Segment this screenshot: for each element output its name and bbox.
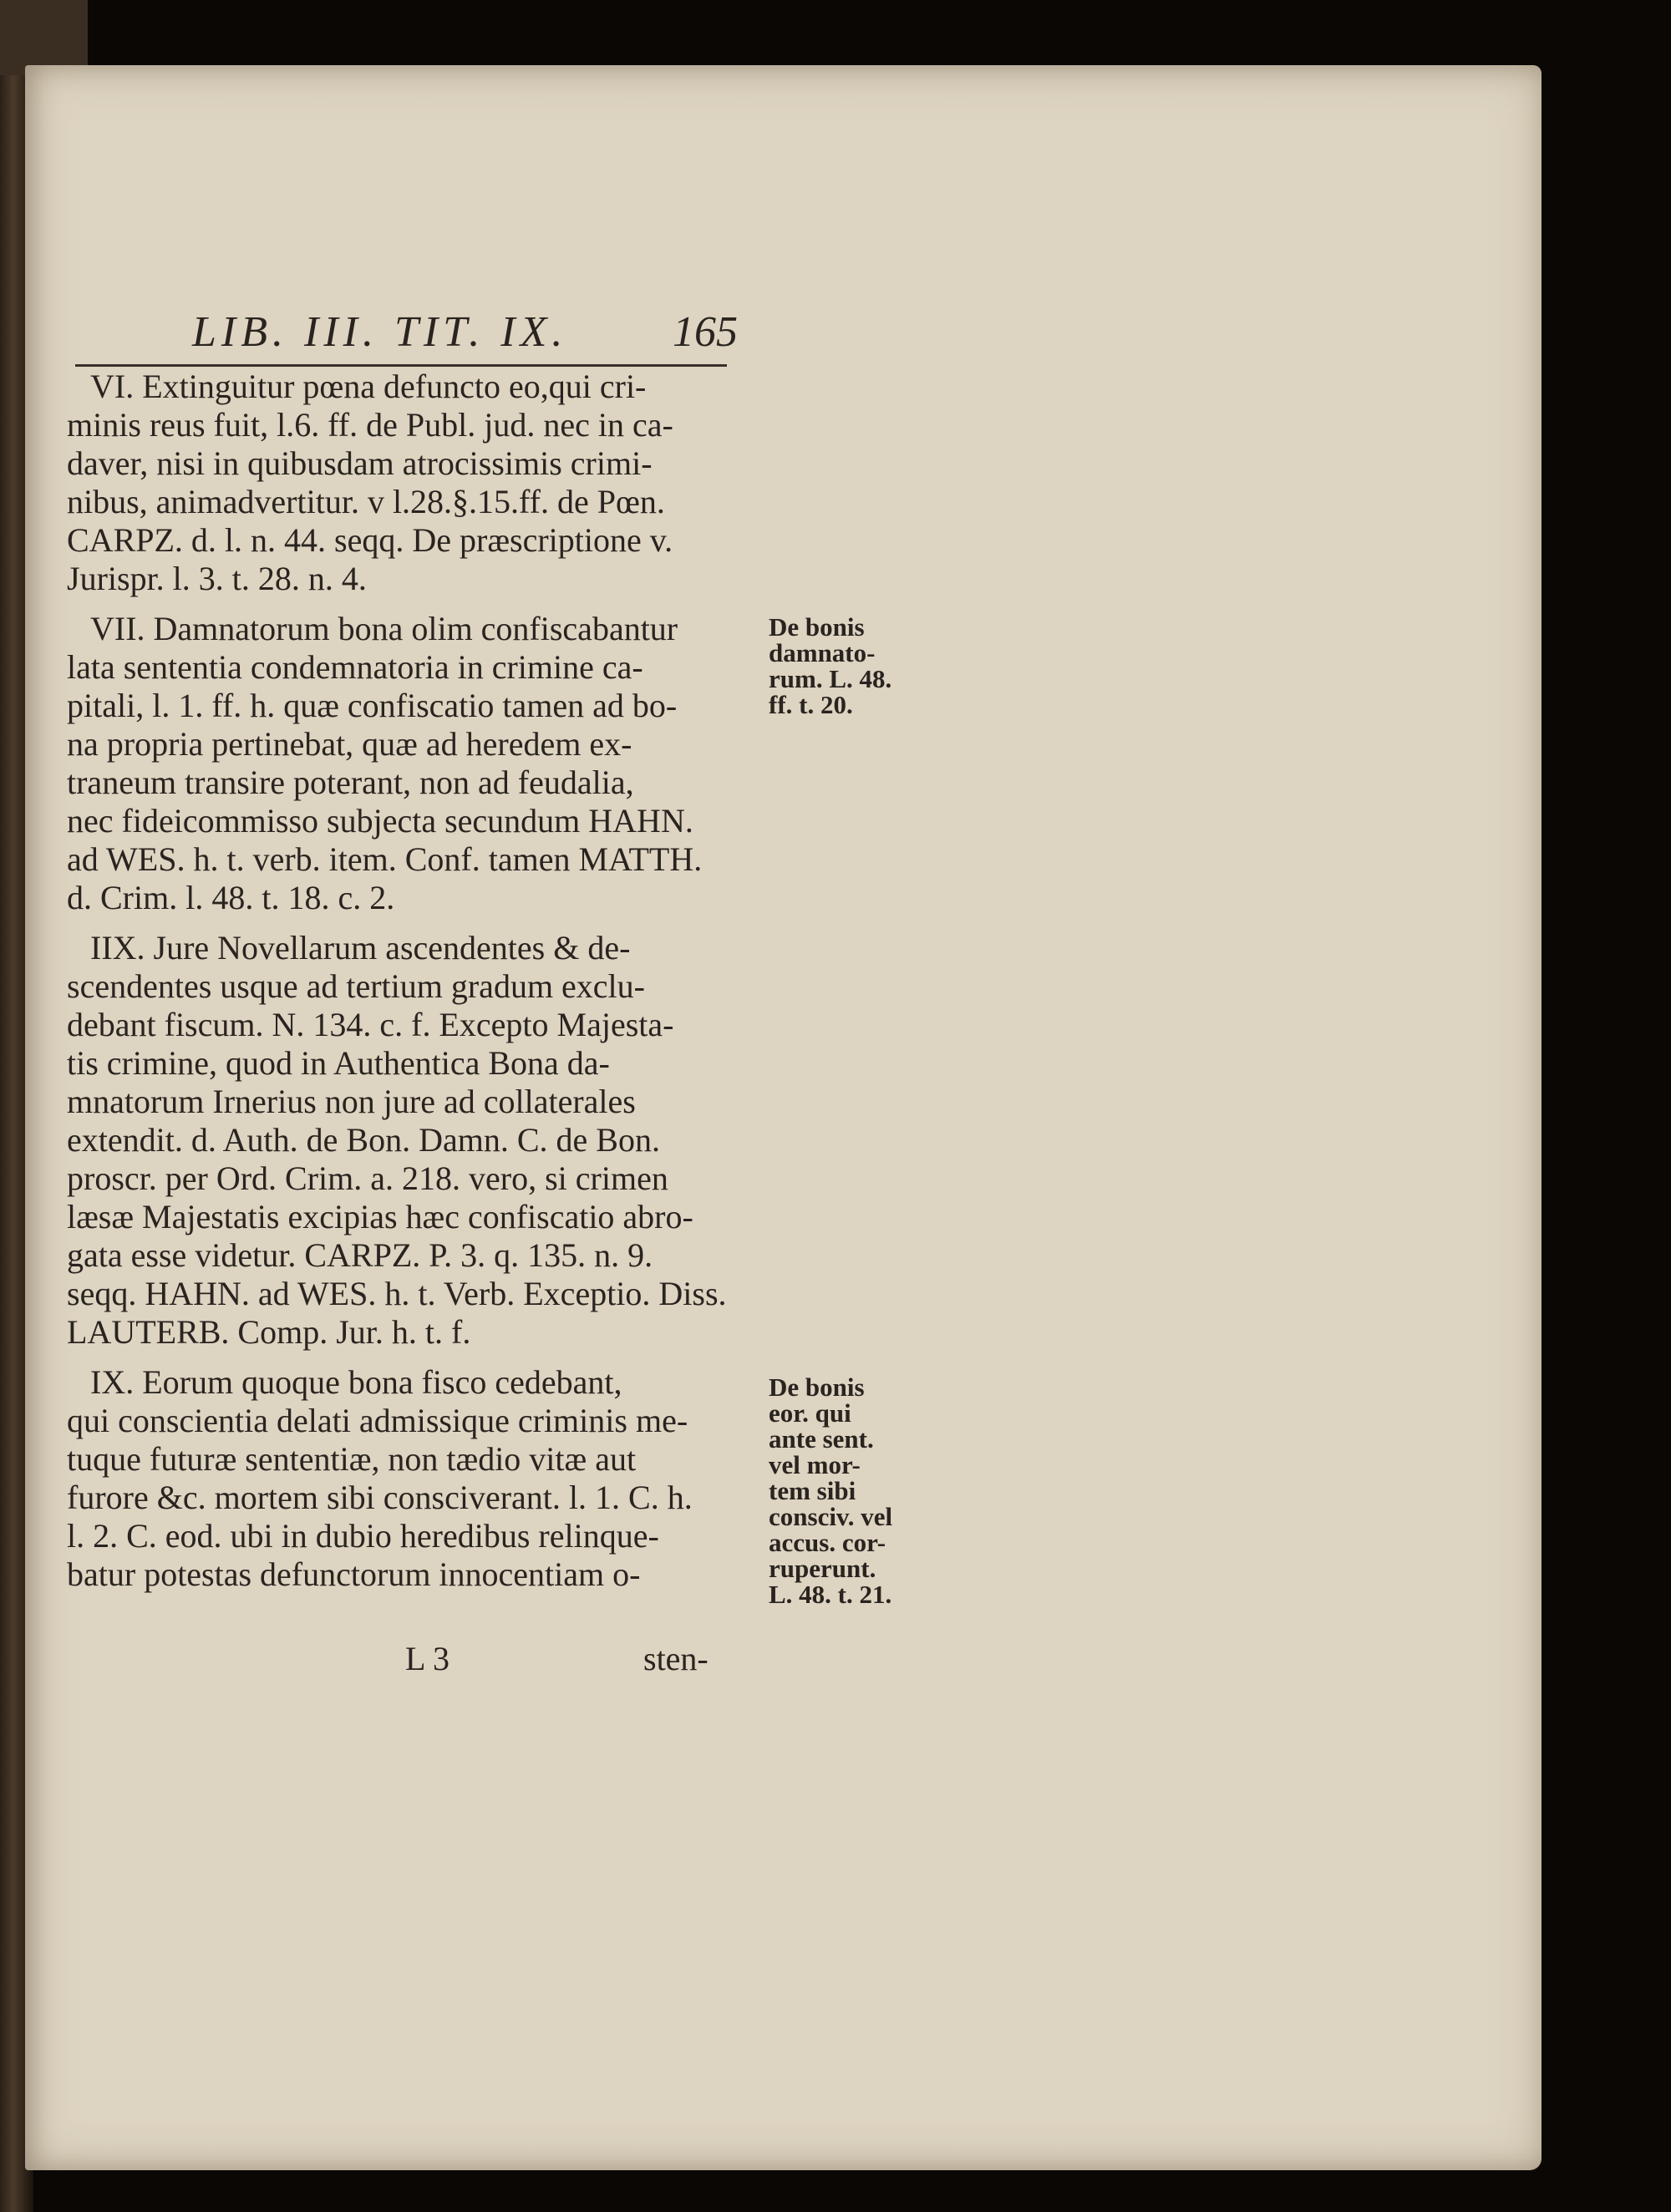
paragraph-line: l. 2. C. eod. ubi in dubio heredibus relinque-: [67, 1517, 659, 1555]
paragraph-line: batur potestas defunctorum innocentiam o-: [67, 1555, 641, 1593]
paragraph-line: læsæ Majestatis excipias hæc confiscatio abro-: [67, 1198, 693, 1235]
paragraph-line: daver, nisi in quibusdam atrocissimis crimi-: [67, 444, 653, 482]
paragraph-line: furore &c. mortem sibi consciverant. l. 1. C. h.: [67, 1479, 693, 1516]
page-number: 165: [673, 308, 738, 356]
paragraph-line: nec fideicommisso subjecta secundum HAHN.: [67, 802, 693, 840]
paragraph-line: lata sententia condemnatoria in crimine ca-: [67, 648, 643, 686]
paragraph-line: LAUTERB. Comp. Jur. h. t. f.: [67, 1313, 471, 1351]
paragraph-line: d. Crim. l. 48. t. 18. c. 2.: [67, 879, 395, 916]
page-footer: [67, 1640, 735, 1682]
margin-note-line: consciv. vel: [769, 1502, 893, 1531]
paragraph-line: pitali, l. 1. ff. h. quæ confiscatio tamen ad bo-: [67, 687, 678, 724]
margin-note-line: De bonis: [769, 612, 865, 642]
binding-tab: [0, 0, 88, 75]
paragraph-line: traneum transire poterant, non ad feudalia,: [67, 764, 634, 801]
book-page: [25, 65, 1541, 2170]
paragraph-line: tuque futuræ sententiæ, non tædio vitæ aut: [67, 1440, 637, 1478]
paragraph-line: nibus, animadvertitur. v l.28.§.15.ff. de Pœn.: [67, 483, 665, 520]
paragraph-line: na propria pertinebat, quæ ad heredem ex-: [67, 725, 632, 763]
paragraph-line: minis reus fuit, l.6. ff. de Publ. jud. nec in ca-: [67, 406, 673, 444]
paragraph-line: ad WES. h. t. verb. item. Conf. tamen MATTH.: [67, 840, 703, 878]
margin-note-line: tem sibi: [769, 1476, 856, 1505]
paragraph-line: seqq. HAHN. ad WES. h. t. Verb. Exceptio. Diss.: [67, 1275, 727, 1312]
margin-note-line: ruperunt.: [769, 1554, 876, 1583]
running-head: [67, 241, 738, 356]
paragraph-line: proscr. per Ord. Crim. a. 218. vero, si crimen: [67, 1159, 668, 1197]
paragraph-line: qui conscientia delati admissique criminis me-: [67, 1402, 688, 1439]
margin-note-line: L. 48. t. 21.: [769, 1580, 892, 1609]
paragraph-line: extendit. d. Auth. de Bon. Damn. C. de Bon.: [67, 1121, 660, 1159]
margin-note-line: rum. L. 48.: [769, 664, 892, 693]
margin-note-line: accus. cor-: [769, 1528, 886, 1557]
paragraph-line: IX. Eorum quoque bona fisco cedebant,: [90, 1363, 622, 1401]
margin-note-line: ante sent.: [769, 1424, 874, 1454]
margin-note-line: eor. qui: [769, 1398, 851, 1428]
margin-note-line: De bonis: [769, 1372, 865, 1402]
signature-mark: L 3: [405, 1640, 449, 1677]
margin-note-line: ff. t. 20.: [769, 690, 853, 719]
paragraph-line: tis crimine, quod in Authentica Bona da-: [67, 1044, 610, 1082]
margin-note: [769, 614, 936, 718]
running-title: LIB. III. TIT. IX.: [192, 308, 568, 356]
margin-note-line: damnato-: [769, 638, 876, 667]
paragraph-line: IIX. Jure Novellarum ascendentes & de-: [90, 929, 631, 966]
paragraph-line: debant fiscum. N. 134. c. f. Excepto Majesta-: [67, 1006, 674, 1043]
paragraph-line: VII. Damnatorum bona olim confiscabantur: [90, 610, 678, 647]
paragraph-line: scendentes usque ad tertium gradum exclu-: [67, 967, 645, 1005]
margin-note: [769, 1374, 936, 1607]
header-rule: [75, 364, 727, 367]
paragraph-line: gata esse videtur. CARPZ. P. 3. q. 135. n. 9.: [67, 1236, 653, 1274]
paragraph-line: CARPZ. d. l. n. 44. seqq. De præscriptione v.: [67, 521, 673, 559]
catchword: sten-: [643, 1640, 709, 1677]
paragraph-line: Jurispr. l. 3. t. 28. n. 4.: [67, 560, 367, 597]
margin-note-line: vel mor-: [769, 1450, 861, 1479]
paragraph-line: VI. Extinguitur pœna defuncto eo,qui cri-: [90, 368, 647, 405]
paragraph-line: mnatorum Irnerius non jure ad collaterales: [67, 1083, 636, 1120]
